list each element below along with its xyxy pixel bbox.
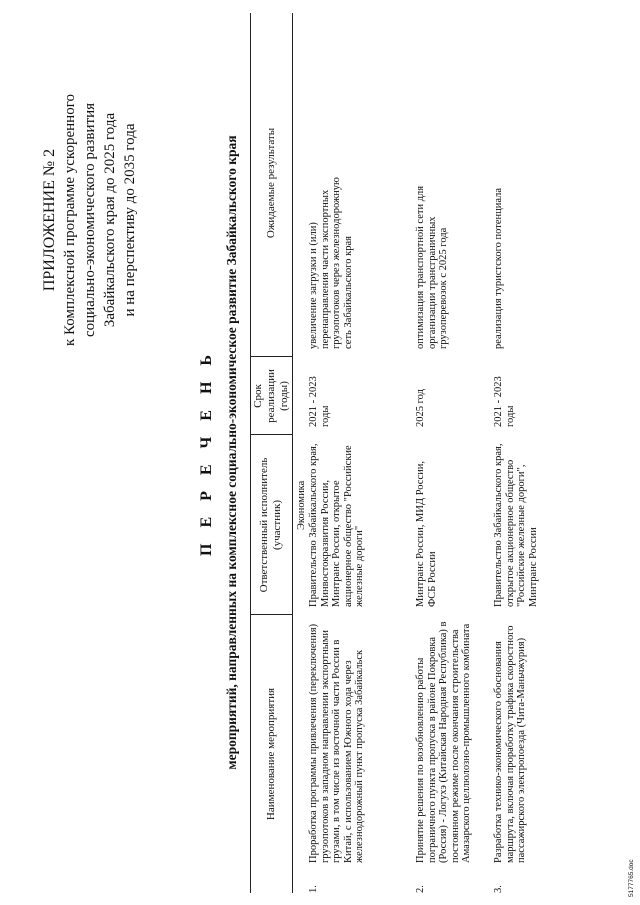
row-term: 2021 - 2023 годы — [308, 376, 331, 427]
appendix-line: социально-экономического развития — [82, 102, 98, 338]
document-heading: П Е Р Е Ч Е Н Ь — [198, 349, 215, 556]
row-name: Разработка технико-экономического обоснования маршрута, включая проработку трафика скоростного пассажирского электропоезда (Чита-Маньчжурия) — [493, 625, 527, 863]
row-results: увеличение загрузки и (или) перенаправления части экспортных грузопотоков через железнодорожную сеть Забайкальского края — [308, 177, 354, 349]
header-results: Ожидаемые результаты — [264, 127, 277, 239]
row-number: 1. — [308, 885, 319, 893]
column-divider — [250, 356, 292, 357]
file-name-footer: 5177765.doc — [628, 859, 635, 897]
row-executor: Правительство Забайкальского края, Минвостокразвития России, Минтранс России, открытое акционерное общество "Российские железные дороги" — [308, 443, 365, 607]
row-name: Принятие решения по возобновлению работы пограничного пункта пропуска в районе Покровка (Россия) - Логухэ (Китайская Народная Республика) в постоянном режиме после окончания строительства Амазарского целлюлозно-промышленного комбината — [415, 621, 472, 863]
row-name: Проработка программы привлечения (переключения) грузопотоков в западном направлении экспортными грузами, в том числе из восточной части России в Китай, с использованием Южного хода через железнодорожный пункт пропуска Забайкальск — [308, 623, 365, 863]
table-header-border — [292, 13, 293, 893]
row-term: 2021 - 2023 годы — [493, 376, 516, 427]
header-term: Срок реализации (годы) — [251, 369, 290, 423]
appendix-title: ПРИЛОЖЕНИЕ № 2 — [41, 148, 58, 292]
appendix-line: к Комплексной программе ускоренного — [62, 94, 78, 346]
appendix-line: Забайкальского края до 2025 года — [102, 112, 118, 328]
row-number: 3. — [493, 885, 504, 893]
section-heading: Экономика — [296, 480, 307, 530]
header-name: Наименование мероприятия — [264, 687, 277, 821]
appendix-line: и на перспективу до 2035 года — [122, 123, 138, 317]
row-number: 2. — [415, 885, 426, 893]
appendix-block — [40, 30, 140, 410]
header-executor: Ответственный исполнитель (участник) — [258, 457, 283, 593]
row-results: оптимизация транспортной сети для организации трансграничных грузоперевозок с 2025 года — [415, 185, 449, 349]
row-executor: Правительство Забайкальского края, открытое акционерное общество "Российские железные дороги", Минтранс России — [493, 443, 539, 607]
row-term: 2025 год — [415, 389, 426, 427]
column-divider — [250, 434, 292, 435]
document-subtitle: мероприятий, направленных на комплексное социально-экономическое развитие Забайкальского края — [224, 135, 239, 770]
row-results: реализация туристского потенциала — [493, 188, 504, 349]
row-executor: Минтранс России, МИД России, ФСБ России — [415, 461, 438, 607]
